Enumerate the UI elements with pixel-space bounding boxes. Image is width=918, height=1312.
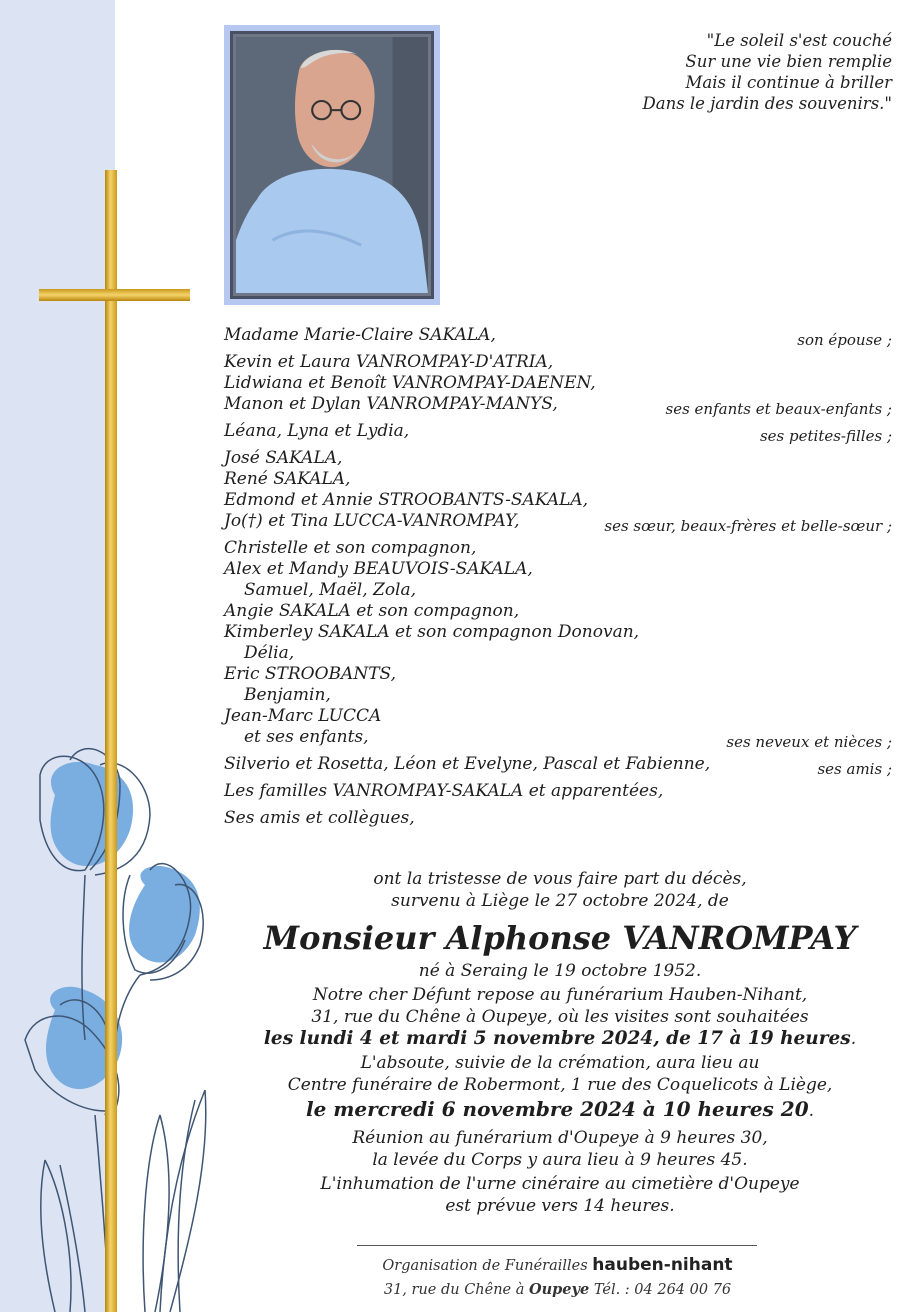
family-line: Silverio et Rosetta, Léon et Evelyne, Pascal et Fabienne, bbox=[224, 754, 711, 774]
poem-line: "Le soleil s'est couché bbox=[706, 31, 892, 50]
funeral-home-footer bbox=[340, 1254, 775, 1302]
family-line: Madame Marie-Claire SAKALA, bbox=[224, 325, 496, 345]
poem-line: Dans le jardin des souvenirs." bbox=[642, 94, 892, 113]
footer-town: Oupeye bbox=[529, 1281, 590, 1298]
family-line: Kimberley SAKALA et son compagnon Donovan, bbox=[224, 622, 640, 642]
death-announcement bbox=[230, 868, 890, 1217]
relation-label: ses petites-filles ; bbox=[759, 427, 892, 445]
relation-label: ses sœur, beaux-frères et belle-sœur ; bbox=[604, 517, 892, 535]
funeral-home-brand: hauben-nihant bbox=[592, 1255, 733, 1275]
ceremony-date: le mercredi 6 novembre 2024 à 10 heures 20 bbox=[305, 1097, 809, 1121]
reunion-line: Réunion au funérarium d'Oupeye à 9 heures 30, bbox=[352, 1128, 768, 1148]
poem-line: Mais il continue à briller bbox=[685, 73, 892, 92]
relation-label: ses enfants et beaux-enfants ; bbox=[665, 400, 892, 418]
footer-org-line bbox=[340, 1254, 775, 1278]
footer-address: 31, rue du Chêne à bbox=[383, 1282, 525, 1298]
gold-cross-vertical bbox=[105, 170, 117, 1312]
family-line: et ses enfants, bbox=[244, 727, 369, 747]
repose-line: 31, rue du Chêne à Oupeye, où les visites sont souhaitées bbox=[311, 1007, 809, 1027]
footer-org: Organisation de Funérailles bbox=[382, 1258, 588, 1274]
family-line: Jo(†) et Tina LUCCA-VANROMPAY, bbox=[224, 511, 520, 531]
relation-label: ses amis ; bbox=[817, 760, 892, 778]
family-line: Christelle et son compagnon, bbox=[224, 538, 477, 558]
urn-line: L'inhumation de l'urne cinéraire au cimetière d'Oupeye bbox=[320, 1174, 800, 1194]
family-group-friends bbox=[224, 754, 892, 778]
portrait-frame bbox=[224, 25, 440, 305]
repose-line: Notre cher Défunt repose au funérarium Hauben-Nihant, bbox=[312, 985, 808, 1005]
absoute-line: L'absoute, suivie de la crémation, aura lieu au bbox=[360, 1053, 760, 1073]
footer-divider bbox=[357, 1245, 757, 1246]
absoute-line: Centre funéraire de Robermont, 1 rue des Coquelicots à Liège, bbox=[287, 1075, 833, 1095]
family-group-spouse bbox=[224, 325, 892, 349]
family-line: René SAKALA, bbox=[224, 469, 351, 489]
family-group-siblings bbox=[224, 448, 892, 535]
gold-cross-horizontal bbox=[39, 289, 190, 301]
family-line: Kevin et Laura VANROMPAY-D'ATRIA, bbox=[224, 352, 554, 372]
family-group-nephews bbox=[224, 538, 892, 751]
family-group-children bbox=[224, 352, 892, 418]
deceased-name: Monsieur Alphonse VANROMPAY bbox=[263, 919, 857, 957]
relation-label: son épouse ; bbox=[797, 331, 892, 349]
family-line: Délia, bbox=[244, 643, 295, 663]
footer-phone: Tél. : 04 264 00 76 bbox=[593, 1282, 732, 1298]
portrait-photo bbox=[236, 37, 428, 293]
family-line: Léana, Lyna et Lydia, bbox=[224, 421, 410, 441]
family-line: Edmond et Annie STROOBANTS-SAKALA, bbox=[224, 490, 589, 510]
birth-line: né à Seraing le 19 octobre 1952. bbox=[418, 961, 702, 981]
poem bbox=[643, 30, 893, 114]
poem-line: Sur une vie bien remplie bbox=[685, 52, 892, 71]
intro-line: survenu à Liège le 27 octobre 2024, de bbox=[391, 891, 729, 911]
family-line: Alex et Mandy BEAUVOIS-SAKALA, bbox=[224, 559, 533, 579]
family-line: Benjamin, bbox=[244, 685, 331, 705]
family-line: Jean-Marc LUCCA bbox=[224, 706, 382, 726]
family-line: Lidwiana et Benoît VANROMPAY-DAENEN, bbox=[224, 373, 596, 393]
relation-label: ses neveux et nièces ; bbox=[726, 733, 892, 751]
visits-line: les lundi 4 et mardi 5 novembre 2024, de 17 à 19 heures. bbox=[263, 1028, 857, 1049]
intro-line: ont la tristesse de vous faire part du décès, bbox=[373, 869, 747, 889]
reunion-line: la levée du Corps y aura lieu à 9 heures 45. bbox=[372, 1150, 748, 1170]
family-line: Ses amis et collègues, bbox=[224, 808, 415, 828]
family-line: Eric STROOBANTS, bbox=[224, 664, 396, 684]
family-group-families bbox=[224, 781, 892, 802]
family-line: Manon et Dylan VANROMPAY-MANYS, bbox=[224, 394, 558, 414]
family-line: Angie SAKALA et son compagnon, bbox=[224, 601, 520, 621]
family-line: Samuel, Maël, Zola, bbox=[244, 580, 417, 600]
family-line: Les familles VANROMPAY-SAKALA et apparentées, bbox=[224, 781, 664, 801]
family-list bbox=[224, 325, 892, 835]
visits-dates: les lundi 4 et mardi 5 novembre 2024, de 17 à 19 heures bbox=[263, 1028, 851, 1049]
family-line: José SAKALA, bbox=[224, 448, 343, 468]
ceremony-line: le mercredi 6 novembre 2024 à 10 heures 20. bbox=[305, 1097, 815, 1121]
family-group-grandchildren bbox=[224, 421, 892, 445]
urn-line: est prévue vers 14 heures. bbox=[445, 1196, 675, 1216]
footer-address-line bbox=[340, 1278, 775, 1302]
family-group-colleagues bbox=[224, 808, 892, 829]
